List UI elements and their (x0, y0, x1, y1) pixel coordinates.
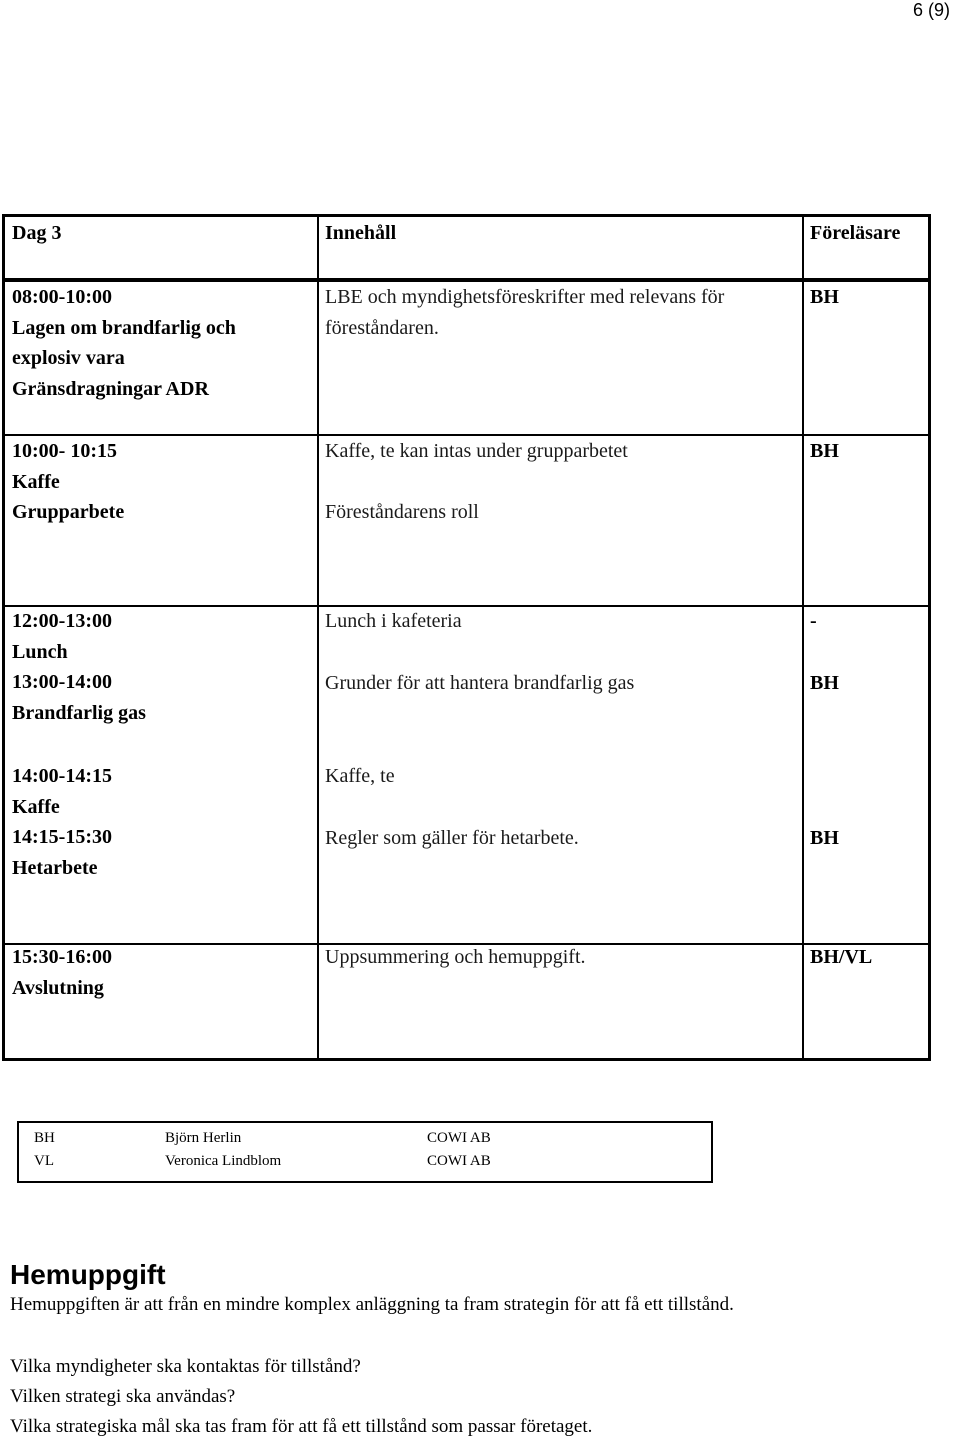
row4-content-a: Kaffe, te (325, 765, 395, 787)
column-divider (802, 217, 804, 1058)
row4-lecturer: BH (810, 827, 839, 849)
legend-abbr: VL (34, 1153, 54, 1169)
header-lecturer: Föreläsare (810, 222, 901, 244)
session-label: Avslutning (12, 976, 104, 999)
session-label: Lagen om brandfarlig och (12, 316, 236, 339)
row5-time (12, 942, 112, 1003)
row3-time (12, 606, 146, 728)
time-label: 15:30-16:00 (12, 946, 112, 968)
session-label: Kaffe (12, 470, 60, 493)
homework-question: Vilken strategi ska användas? (10, 1386, 236, 1407)
row1-time (12, 282, 236, 404)
session-label: Hetarbete (12, 856, 98, 879)
time-label: 08:00-10:00 (12, 286, 112, 308)
row2-content-b: Föreståndarens roll (325, 501, 479, 523)
session-label: Lunch (12, 640, 68, 663)
time-label: 13:00-14:00 (12, 671, 112, 693)
row3-content-b: Grunder för att hantera brandfarlig gas (325, 672, 635, 694)
homework-question: Vilka strategiska mål ska tas fram för att få ett tillstånd som passar företaget. (10, 1416, 593, 1437)
content-line: LBE och myndighetsföreskrifter med relevans för (325, 286, 725, 308)
row3-content-a: Lunch i kafeteria (325, 610, 462, 632)
column-divider (317, 217, 319, 1058)
header-day: Dag 3 (12, 222, 62, 244)
row5-content: Uppsummering och hemuppgift. (325, 946, 586, 968)
homework-intro: Hemuppgiften är att från en mindre komplex anläggning ta fram strategin för att få ett tillstånd. (10, 1294, 734, 1315)
row3-lecturer-a: - (810, 610, 817, 632)
session-label: Grupparbete (12, 501, 125, 523)
row2-content-a: Kaffe, te kan intas under grupparbetet (325, 440, 628, 462)
time-label: 14:15-15:30 (12, 826, 112, 848)
session-label: Brandfarlig gas (12, 701, 146, 724)
legend-company: COWI AB (427, 1153, 491, 1169)
session-label: explosiv vara (12, 347, 125, 369)
homework-question: Vilka myndigheter ska kontaktas för tillstånd? (10, 1356, 361, 1377)
row2-lecturer: BH (810, 440, 839, 462)
row1-content (325, 282, 724, 343)
schedule-table (2, 214, 931, 1061)
row1-lecturer: BH (810, 286, 839, 308)
row4-time (12, 761, 112, 883)
session-label: Gränsdragningar ADR (12, 377, 209, 400)
page-number: 6 (9) (912, 0, 950, 20)
row5-lecturer: BH/VL (810, 946, 873, 968)
legend-company: COWI AB (427, 1130, 491, 1146)
content-line: föreståndaren. (325, 316, 439, 339)
lecturer-legend (17, 1121, 713, 1183)
session-label: Kaffe (12, 795, 60, 818)
homework-title: Hemuppgift (10, 1259, 166, 1290)
legend-name: Veronica Lindblom (165, 1153, 282, 1169)
row4-content-b: Regler som gäller för hetarbete. (325, 827, 579, 849)
row2-time (12, 436, 124, 528)
header-content: Innehåll (325, 222, 397, 244)
legend-name: Björn Herlin (165, 1130, 242, 1146)
row3-lecturer-b: BH (810, 672, 839, 694)
time-label: 10:00- 10:15 (12, 440, 117, 462)
time-label: 14:00-14:15 (12, 765, 112, 787)
legend-abbr: BH (34, 1130, 55, 1146)
time-label: 12:00-13:00 (12, 610, 112, 632)
